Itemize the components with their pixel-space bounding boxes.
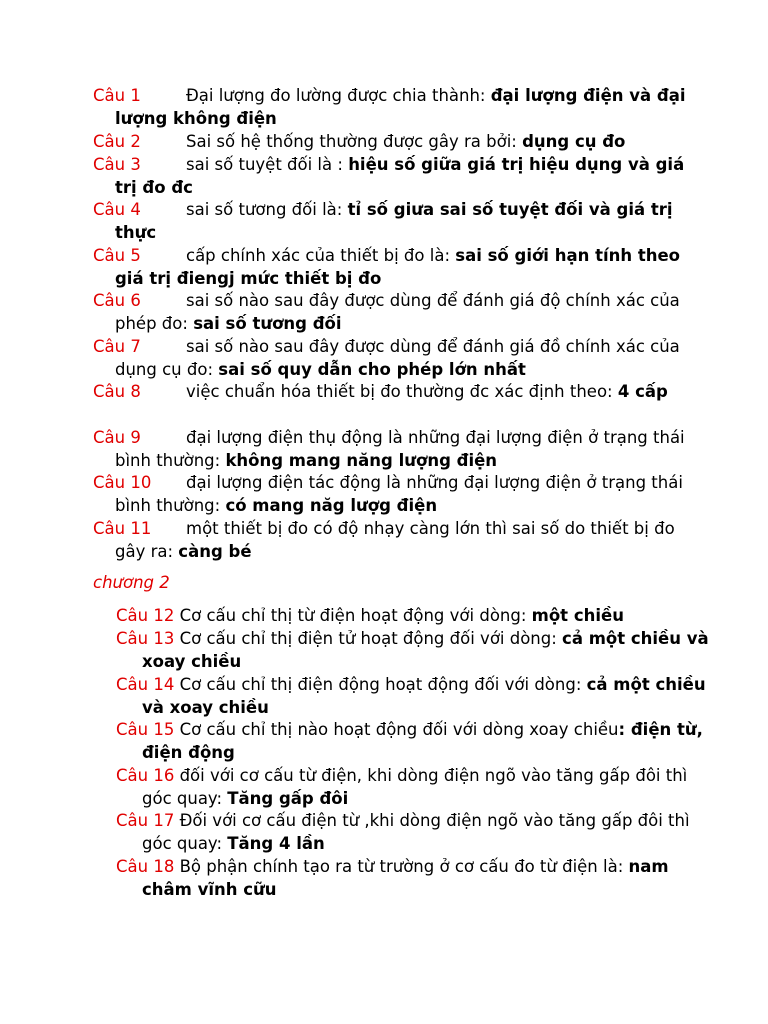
- question-number: Câu 13: [116, 629, 175, 648]
- question-answer: sai số tương đối: [193, 313, 342, 333]
- question-text: đại lượng điện tác động là những đại lượng điện ở trạng thái bình thường:: [115, 473, 683, 515]
- question-text: sai số tương đối là:: [186, 200, 348, 219]
- question-text: cấp chính xác của thiết bị đo là:: [186, 246, 456, 265]
- question-2: [93, 131, 707, 154]
- question-answer: một chiều: [531, 606, 624, 625]
- question-answer: càng bé: [178, 541, 252, 561]
- question-number: Câu 14: [116, 675, 175, 694]
- question-number: Câu 4: [93, 200, 141, 219]
- question-text: sai số nào sau đây được dùng để đánh giá độ chính xác của phép đo:: [115, 291, 680, 333]
- question-text: Bộ phận chính tạo ra từ trường ở cơ cấu đo từ điện là:: [174, 857, 629, 876]
- question-number: Câu 1: [93, 86, 141, 105]
- question-text: Sai số hệ thống thường được gây ra bởi:: [186, 132, 523, 151]
- question-answer: sai số giới hạn tính theo giá trị điengj mức thiết bị đo: [115, 246, 681, 288]
- question-answer: dụng cụ đo: [522, 132, 626, 151]
- question-15: [116, 719, 722, 765]
- question-answer: Tăng gấp đôi: [227, 788, 349, 808]
- question-answer: có mang năg lượg điện: [225, 495, 438, 515]
- question-8: [93, 381, 707, 404]
- question-9: [93, 427, 707, 473]
- question-answer: sai số quy dẫn cho phép lớn nhất: [218, 359, 526, 379]
- question-11: [93, 518, 707, 564]
- question-number: Câu 5: [93, 246, 141, 265]
- question-7: [93, 336, 707, 382]
- question-1: [93, 85, 707, 131]
- question-text: sai số nào sau đây được dùng để đánh giá đồ chính xác của dụng cụ đo:: [115, 337, 680, 379]
- question-answer: đại lượng điện và đại lượng không điện: [115, 86, 686, 128]
- question-answer: : điện từ, điện động: [142, 720, 703, 762]
- question-number: Câu 8: [93, 382, 141, 401]
- question-number: Câu 3: [93, 155, 141, 174]
- question-answer: cả một chiều và xoay chiều: [142, 675, 706, 717]
- question-answer: cả một chiều và xoay chiều: [142, 629, 709, 671]
- question-number: Câu 6: [93, 291, 141, 310]
- question-number: Câu 18: [116, 857, 175, 876]
- question-text: Cơ cấu chỉ thị điện động hoạt động đối với dòng:: [174, 675, 587, 694]
- question-text: Đối với cơ cấu điện từ ,khi dòng điện ngõ vào tăng gấp đôi thì góc quay:: [142, 811, 690, 853]
- question-text: đại lượng điện thụ động là những đại lượng điện ở trạng thái bình thường:: [115, 428, 685, 470]
- question-18: [116, 856, 722, 902]
- question-text: đối với cơ cấu từ điện, khi dòng điện ngõ vào tăng gấp đôi thì góc quay:: [142, 766, 688, 808]
- question-answer: 4 cấp: [617, 382, 668, 401]
- question-10: [93, 472, 707, 518]
- question-answer: Tăng 4 lần: [227, 833, 325, 853]
- question-number: Câu 15: [116, 720, 175, 739]
- chapter-heading: chương 2: [93, 573, 170, 592]
- question-number: Câu 2: [93, 132, 141, 151]
- question-text: Đại lượng đo lường được chia thành:: [186, 86, 491, 105]
- question-answer: không mang năng lượng điện: [225, 450, 498, 470]
- question-answer: hiệu số giữa giá trị hiệu dụng và giá trị đo đc: [115, 155, 685, 197]
- question-13: [116, 628, 722, 674]
- question-answer: tỉ số giưa sai số tuyệt đối và giá trị thực: [115, 200, 673, 242]
- question-17: [116, 810, 722, 856]
- question-text: Cơ cấu chỉ thị nào hoạt động đối với dòng xoay chiều: [174, 720, 619, 739]
- question-number: Câu 12: [116, 606, 175, 625]
- question-16: [116, 765, 722, 811]
- question-3: [93, 154, 707, 200]
- question-5: [93, 245, 707, 291]
- question-answer: nam châm vĩnh cữu: [142, 857, 669, 899]
- question-text: Cơ cấu chỉ thị điện tử hoạt động đối với dòng:: [174, 629, 563, 648]
- question-number: Câu 11: [93, 519, 152, 538]
- question-text: việc chuẩn hóa thiết bị đo thường đc xác định theo:: [186, 382, 618, 401]
- question-14: [116, 674, 722, 720]
- question-number: Câu 9: [93, 428, 141, 447]
- question-6: [93, 290, 707, 336]
- question-number: Câu 17: [116, 811, 175, 830]
- question-text: sai số tuyệt đối là :: [186, 155, 349, 174]
- question-text: một thiết bị đo có độ nhạy càng lớn thì sai số do thiết bị đo gây ra:: [115, 519, 675, 561]
- question-text: Cơ cấu chỉ thị từ điện hoạt động với dòng:: [174, 606, 532, 625]
- question-number: Câu 16: [116, 766, 175, 785]
- question-4: [93, 199, 707, 245]
- question-number: Câu 7: [93, 337, 141, 356]
- question-12: [116, 605, 722, 628]
- question-number: Câu 10: [93, 473, 152, 492]
